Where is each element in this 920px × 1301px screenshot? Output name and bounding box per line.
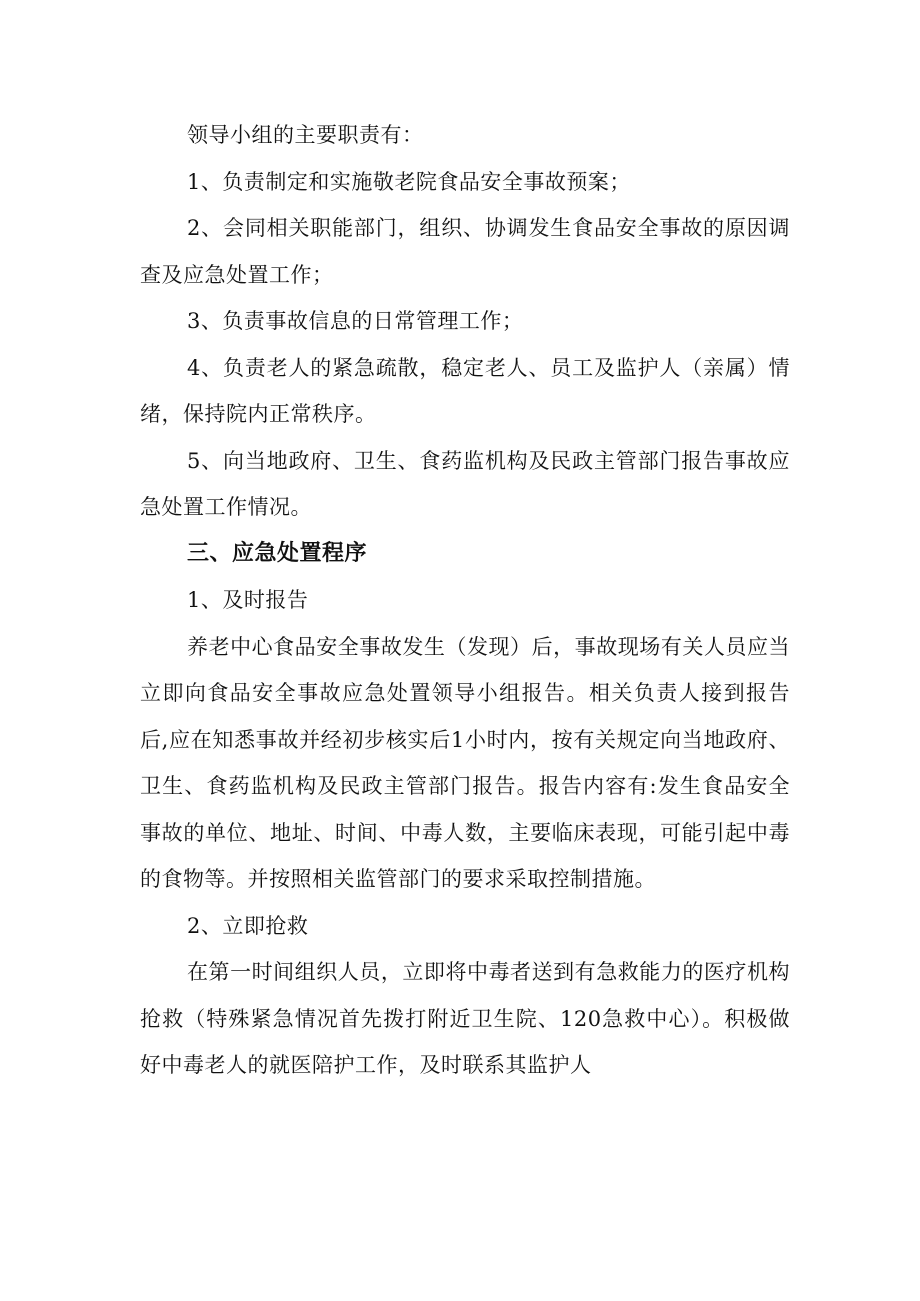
paragraph-duty-1: 1、负责制定和实施敬老院食品安全事故预案； (187, 169, 631, 194)
section-heading-procedure: 三、应急处置程序 (187, 540, 368, 566)
paragraph-duties-intro: 领导小组的主要职责有： (187, 123, 424, 147)
document-page (140, 112, 790, 1089)
paragraph-duty-4: 4、负责老人的紧急疏散，稳定老人、员工及监护人（亲属）情绪，保持院内正常秩序。 (140, 355, 790, 426)
subheading-immediate-rescue: 2、立即抢救 (187, 913, 309, 938)
paragraph-duty-3: 3、负责事故信息的日常管理工作； (187, 309, 524, 333)
subheading-timely-report: 1、及时报告 (187, 588, 309, 612)
paragraph-rescue-procedure: 在第一时间组织人员，立即将中毒者送到有急救能力的医疗机构抢救（特殊紧急情况首先拨打附近卫生院、120急救中心）。积极做好中毒老人的就医陪护工作，及时联系其监护人 (140, 960, 790, 1077)
paragraph-duty-2: 2、会同相关职能部门，组织、协调发生食品安全事故的原因调查及应急处置工作； (140, 216, 790, 287)
paragraph-duty-5: 5、向当地政府、卫生、食药监机构及民政主管部门报告事故应急处置工作情况。 (140, 448, 790, 519)
paragraph-report-procedure: 养老中心食品安全事故发生（发现）后，事故现场有关人员应当立即向食品安全事故应急处置领导小组报告。相关负责人接到报告后,应在知悉事故并经初步核实后1小时内，按有关规定向当地政府、卫生、食药监机构及民政主管部门报告。报告内容有:发生食品安全事故的单位、地址、时间、中毒人数，主要临床表现，可能引起中毒的食物等。并按照相关监管部门的要求采取控制措施。 (140, 634, 790, 891)
